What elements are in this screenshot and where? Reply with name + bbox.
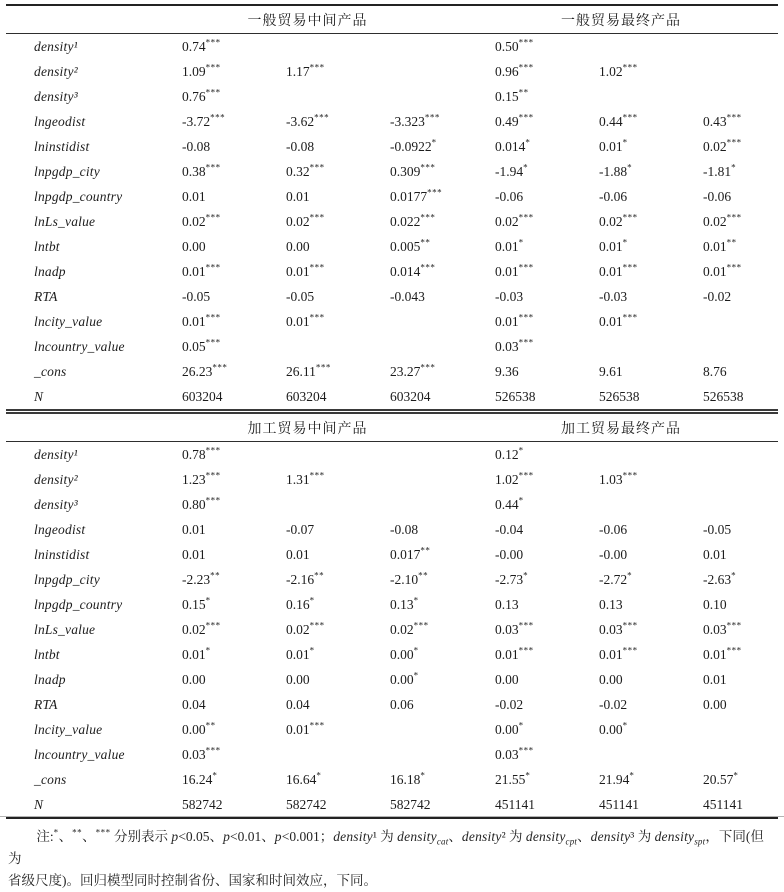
row-label: lnLs_value (34, 621, 96, 637)
value-cell (672, 467, 778, 492)
value-cell: 0.00 (286, 671, 310, 687)
row-label: lnpgdp_city (34, 571, 100, 587)
value-cell: 0.03*** (495, 620, 534, 637)
value-cell: 0.04 (286, 696, 310, 712)
value-cell: -3.62*** (286, 112, 330, 129)
value-cell (359, 309, 464, 334)
value-cell: -1.88* (599, 162, 633, 179)
value-cell (672, 34, 778, 60)
value-cell: -1.94* (495, 162, 529, 179)
value-cell: 0.04 (182, 696, 206, 712)
value-cell: 0.02*** (286, 212, 325, 229)
value-cell: -0.02 (703, 288, 732, 304)
value-cell: 0.01* (599, 237, 628, 254)
table-row (6, 642, 778, 667)
value-cell: -1.81* (703, 162, 737, 179)
value-cell: 23.27*** (390, 362, 436, 379)
value-cell: 1.03*** (599, 470, 638, 487)
value-cell: 0.01 (182, 546, 206, 562)
table-row (6, 109, 778, 134)
regression-table-general-trade (6, 4, 778, 409)
value-cell (255, 492, 359, 517)
table-row (6, 467, 778, 492)
value-cell: 603204 (286, 388, 327, 404)
value-cell: 0.017** (390, 545, 431, 562)
value-cell: 26.23*** (182, 362, 228, 379)
value-cell (255, 742, 359, 767)
row-label: lntbt (34, 238, 60, 254)
value-cell: -3.72*** (182, 112, 226, 129)
value-cell: -0.04 (495, 521, 524, 537)
value-cell (255, 334, 359, 359)
table-row (6, 334, 778, 359)
value-cell: 451141 (495, 796, 536, 812)
value-cell: 0.01*** (703, 645, 742, 662)
table-row (6, 209, 778, 234)
value-cell: 526538 (599, 388, 640, 404)
group-header-general-intermediate: 一般贸易中间产品 (151, 5, 464, 34)
value-cell: 21.55* (495, 770, 531, 787)
value-cell (568, 84, 672, 109)
value-cell: 0.00 (182, 671, 206, 687)
value-cell: 0.50*** (495, 37, 534, 54)
value-cell: 0.01* (182, 645, 211, 662)
value-cell: 0.02*** (390, 620, 429, 637)
row-label: lncity_value (34, 313, 103, 329)
row-label: lninstidist (34, 138, 90, 154)
value-cell (672, 442, 778, 468)
value-cell: -2.63* (703, 570, 737, 587)
value-cell: 0.01* (599, 137, 628, 154)
header-spacer (6, 5, 151, 34)
value-cell: 0.06 (390, 696, 414, 712)
value-cell: -0.03 (599, 288, 628, 304)
table-row (6, 517, 778, 542)
value-cell: 21.94* (599, 770, 635, 787)
bottom-divider (0, 816, 784, 817)
value-cell: 16.64* (286, 770, 322, 787)
value-cell: 603204 (390, 388, 431, 404)
row-label: lninstidist (34, 546, 90, 562)
table-row (6, 542, 778, 567)
value-cell: 16.24* (182, 770, 218, 787)
value-cell: 0.03*** (599, 620, 638, 637)
value-cell: 0.44*** (599, 112, 638, 129)
table-row (6, 84, 778, 109)
row-label: lnpgdp_city (34, 163, 100, 179)
value-cell: 0.01*** (182, 262, 221, 279)
table-row (6, 184, 778, 209)
row-label: lnpgdp_country (34, 188, 123, 204)
row-label: density³ (34, 496, 78, 512)
value-cell: 0.01* (495, 237, 524, 254)
value-cell: -2.16** (286, 570, 325, 587)
value-cell: 1.31*** (286, 470, 325, 487)
table-row (6, 284, 778, 309)
value-cell (255, 34, 359, 60)
regression-table-processing-trade (6, 409, 778, 819)
value-cell: -0.06 (599, 188, 628, 204)
value-cell: 0.01*** (495, 312, 534, 329)
value-cell: -0.05 (182, 288, 211, 304)
row-label: lnadp (34, 263, 66, 279)
value-cell: 0.01*** (703, 262, 742, 279)
value-cell: 0.02*** (703, 137, 742, 154)
table-row (6, 159, 778, 184)
value-cell: 9.61 (599, 363, 623, 379)
table-row (6, 767, 778, 792)
value-cell: 0.00 (703, 696, 727, 712)
value-cell: 0.00* (599, 720, 628, 737)
value-cell: 603204 (182, 388, 223, 404)
table-row (6, 667, 778, 692)
value-cell: 0.01*** (286, 262, 325, 279)
value-cell: 0.02*** (703, 212, 742, 229)
value-cell: 0.00* (390, 670, 419, 687)
value-cell: 0.44* (495, 495, 524, 512)
value-cell: 0.13 (495, 596, 519, 612)
value-cell: -0.07 (286, 521, 315, 537)
value-cell: -0.05 (703, 521, 732, 537)
table-row (6, 742, 778, 767)
value-cell: 26.11*** (286, 362, 331, 379)
value-cell: 0.00 (599, 671, 623, 687)
value-cell: 0.01*** (599, 312, 638, 329)
value-cell (568, 742, 672, 767)
value-cell: -0.00 (495, 546, 524, 562)
value-cell: 0.014*** (390, 262, 436, 279)
table-row (6, 442, 778, 468)
value-cell (359, 492, 464, 517)
value-cell: 451141 (703, 796, 744, 812)
group-header-row (6, 5, 778, 34)
header-spacer (6, 412, 151, 442)
value-cell (672, 59, 778, 84)
value-cell (672, 334, 778, 359)
footnote-line: 省级尺度)。回归模型同时控制省份、国家和时间效应，下同。 (8, 873, 377, 888)
value-cell: -0.02 (599, 696, 628, 712)
value-cell: -0.043 (390, 288, 425, 304)
value-cell (359, 34, 464, 60)
value-cell: -2.23** (182, 570, 221, 587)
table-row (6, 234, 778, 259)
row-label: RTA (34, 696, 58, 712)
value-cell: 1.09*** (182, 62, 221, 79)
table-row (6, 359, 778, 384)
value-cell: 0.01*** (599, 262, 638, 279)
value-cell (672, 84, 778, 109)
value-cell: 0.03*** (703, 620, 742, 637)
value-cell: -0.08 (286, 138, 315, 154)
row-label: N (34, 796, 44, 812)
value-cell: 0.01 (703, 546, 727, 562)
value-cell (359, 334, 464, 359)
value-cell: 0.13* (390, 595, 419, 612)
value-cell: 0.76*** (182, 87, 221, 104)
value-cell: -2.72* (599, 570, 633, 587)
value-cell: 0.01*** (599, 645, 638, 662)
value-cell: 0.02*** (599, 212, 638, 229)
group-header-processing-intermediate: 加工贸易中间产品 (151, 412, 464, 442)
value-cell (359, 84, 464, 109)
value-cell (672, 492, 778, 517)
value-cell: -2.10** (390, 570, 429, 587)
value-cell: 20.57* (703, 770, 739, 787)
value-cell: -0.08 (390, 521, 419, 537)
value-cell: 0.00** (182, 720, 216, 737)
value-cell (672, 742, 778, 767)
row-label: lngeodist (34, 113, 86, 129)
value-cell: 0.43*** (703, 112, 742, 129)
value-cell: 0.01 (182, 188, 206, 204)
row-label: lncountry_value (34, 338, 125, 354)
row-label: _cons (34, 771, 67, 787)
table-row (6, 59, 778, 84)
value-cell: 0.02*** (495, 212, 534, 229)
value-cell (568, 442, 672, 468)
value-cell: 0.01*** (182, 312, 221, 329)
value-cell: 0.00* (390, 645, 419, 662)
row-label: RTA (34, 288, 58, 304)
value-cell: 0.02*** (286, 620, 325, 637)
row-label: density¹ (34, 446, 78, 462)
value-cell: 0.01 (286, 188, 310, 204)
value-cell: 0.10 (703, 596, 727, 612)
table-row (6, 692, 778, 717)
group-header-processing-final: 加工贸易最终产品 (464, 412, 778, 442)
value-cell: 0.03*** (495, 745, 534, 762)
value-cell (568, 492, 672, 517)
value-cell: -0.00 (599, 546, 628, 562)
value-cell (359, 467, 464, 492)
value-cell: 16.18* (390, 770, 426, 787)
value-cell: 1.17*** (286, 62, 325, 79)
table-row (6, 259, 778, 284)
group-header-row (6, 412, 778, 442)
value-cell (672, 309, 778, 334)
value-cell: 0.38*** (182, 162, 221, 179)
value-cell: 0.15** (495, 87, 529, 104)
row-label: density² (34, 471, 78, 487)
table-row (6, 134, 778, 159)
value-cell: 0.00 (182, 238, 206, 254)
table-row (6, 592, 778, 617)
row-label: _cons (34, 363, 67, 379)
value-cell: -0.0922* (390, 137, 437, 154)
table-body (6, 34, 778, 410)
row-label: lncity_value (34, 721, 103, 737)
value-cell: 0.00 (495, 671, 519, 687)
value-cell: -0.06 (599, 521, 628, 537)
value-cell: 0.01 (703, 671, 727, 687)
value-cell: 0.01* (286, 645, 315, 662)
value-cell: -3.323*** (390, 112, 440, 129)
value-cell: 0.01 (182, 521, 206, 537)
footnote-line: 注:*、**、*** 分别表示 p<0.05、p<0.01、p<0.001；density¹ 为 density$_{cat}$、density² 为 density$_{cpt}$、density³ 为 density$_{spt}$，下同(但为 (8, 827, 764, 866)
group-header-general-final: 一般贸易最终产品 (464, 5, 778, 34)
value-cell: -0.02 (495, 696, 524, 712)
value-cell: 0.01*** (495, 645, 534, 662)
value-cell: 1.02*** (599, 62, 638, 79)
value-cell: 1.02*** (495, 470, 534, 487)
value-cell: 0.02*** (182, 620, 221, 637)
value-cell (359, 59, 464, 84)
row-label: lnadp (34, 671, 66, 687)
value-cell: 0.05*** (182, 337, 221, 354)
value-cell: 0.014* (495, 137, 531, 154)
value-cell: 0.022*** (390, 212, 436, 229)
value-cell: -0.06 (495, 188, 524, 204)
value-cell: 0.13 (599, 596, 623, 612)
value-cell (568, 334, 672, 359)
table-row (6, 617, 778, 642)
value-cell: 0.00 (286, 238, 310, 254)
value-cell: 0.005** (390, 237, 431, 254)
value-cell: 0.309*** (390, 162, 436, 179)
value-cell: 1.23*** (182, 470, 221, 487)
value-cell (359, 717, 464, 742)
table-row (6, 792, 778, 818)
value-cell: 0.80*** (182, 495, 221, 512)
value-cell: 0.01 (286, 546, 310, 562)
value-cell (255, 84, 359, 109)
row-label: density¹ (34, 38, 78, 54)
row-label: lngeodist (34, 521, 86, 537)
value-cell (672, 717, 778, 742)
value-cell: 526538 (495, 388, 536, 404)
value-cell (359, 442, 464, 468)
value-cell: 0.01*** (286, 720, 325, 737)
value-cell: 0.03*** (495, 337, 534, 354)
value-cell: -0.08 (182, 138, 211, 154)
value-cell: -0.06 (703, 188, 732, 204)
table-row (6, 717, 778, 742)
value-cell: 0.12* (495, 445, 524, 462)
row-label: lnLs_value (34, 213, 96, 229)
row-label: N (34, 388, 44, 404)
value-cell: 582742 (390, 796, 431, 812)
value-cell: 0.74*** (182, 37, 221, 54)
table-body (6, 442, 778, 819)
value-cell: 451141 (599, 796, 640, 812)
table-row (6, 309, 778, 334)
value-cell: -0.03 (495, 288, 524, 304)
table-row (6, 34, 778, 60)
row-label: density² (34, 63, 78, 79)
table-row (6, 384, 778, 409)
value-cell: -2.73* (495, 570, 529, 587)
value-cell: 0.49*** (495, 112, 534, 129)
value-cell: 0.01*** (286, 312, 325, 329)
value-cell: 0.32*** (286, 162, 325, 179)
value-cell: 0.01** (703, 237, 737, 254)
value-cell: 0.02*** (182, 212, 221, 229)
row-label: lntbt (34, 646, 60, 662)
value-cell: 8.76 (703, 363, 727, 379)
row-label: lnpgdp_country (34, 596, 123, 612)
table-row (6, 567, 778, 592)
row-label: density³ (34, 88, 78, 104)
value-cell: 9.36 (495, 363, 519, 379)
value-cell: 0.78*** (182, 445, 221, 462)
value-cell: 0.16* (286, 595, 315, 612)
value-cell: 0.01*** (495, 262, 534, 279)
table-footnote (8, 826, 776, 892)
value-cell (359, 742, 464, 767)
value-cell (568, 34, 672, 60)
value-cell: 582742 (286, 796, 327, 812)
value-cell: 582742 (182, 796, 223, 812)
value-cell: 0.0177*** (390, 187, 443, 204)
table-row (6, 492, 778, 517)
row-label: lncountry_value (34, 746, 125, 762)
value-cell (255, 442, 359, 468)
value-cell: 0.00* (495, 720, 524, 737)
value-cell: 0.15* (182, 595, 211, 612)
value-cell: 526538 (703, 388, 744, 404)
value-cell: -0.05 (286, 288, 315, 304)
value-cell: 0.03*** (182, 745, 221, 762)
value-cell: 0.96*** (495, 62, 534, 79)
